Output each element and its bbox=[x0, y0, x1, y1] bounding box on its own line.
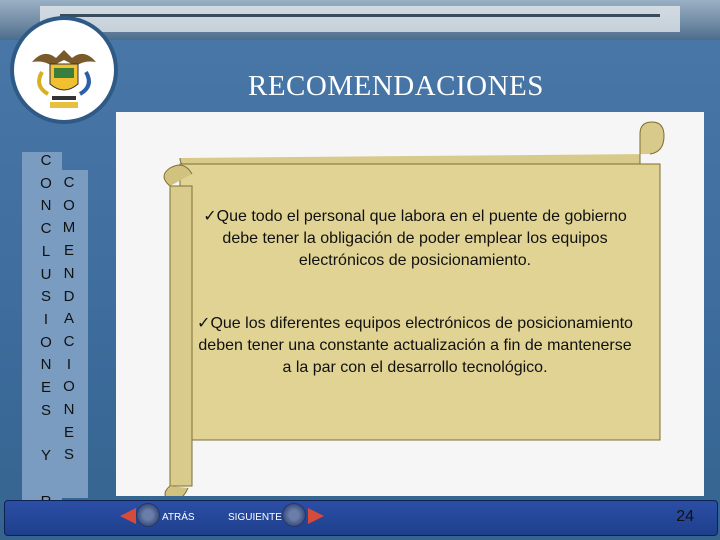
vertical-col1-letter: O bbox=[40, 333, 52, 351]
arrow-left-icon[interactable] bbox=[120, 508, 136, 524]
back-button[interactable]: ATRÁS bbox=[162, 512, 195, 523]
recommendation-1: ✓Que todo el personal que labora en el puente de gobierno debe tener la obligación de poder emplear los equipos electrónicos de posicionamiento. bbox=[203, 208, 627, 269]
vertical-col1-letter: I bbox=[43, 310, 49, 328]
ship-windows bbox=[60, 14, 660, 17]
vertical-col1-letter: Y bbox=[40, 447, 51, 465]
vertical-col1-letter: N bbox=[40, 356, 52, 374]
vertical-col2-letter: I bbox=[66, 355, 72, 373]
vertical-col2-letter: S bbox=[63, 446, 74, 464]
vertical-col1-letter bbox=[44, 468, 48, 491]
vertical-col1-letter: C bbox=[40, 152, 52, 169]
vertical-col2-letter: D bbox=[63, 287, 75, 305]
navy-emblem-icon bbox=[136, 503, 160, 527]
navy-emblem-icon bbox=[14, 20, 114, 120]
vertical-col2-letter: A bbox=[63, 310, 74, 328]
navy-emblem-icon bbox=[282, 503, 306, 527]
vertical-col2-letter: M bbox=[62, 219, 76, 237]
vertical-col2-letter: C bbox=[63, 332, 75, 350]
recommendation-2: ✓Que los diferentes equipos electrónicos de posicionamiento deben tener una constante actualización a fin de mantenerse a la par con el desarrollo tecnológico. bbox=[197, 315, 633, 376]
ship-image bbox=[40, 6, 680, 32]
vertical-col1-letter: C bbox=[40, 220, 52, 238]
vertical-col1-letter: S bbox=[40, 288, 51, 306]
vertical-text-recomendaciones bbox=[59, 172, 79, 467]
navigation-bar bbox=[4, 500, 718, 536]
vertical-col1-letter: O bbox=[40, 174, 52, 192]
vertical-col1-letter: U bbox=[40, 265, 52, 283]
vertical-text-conclusiones bbox=[36, 150, 56, 536]
vertical-col1-letter bbox=[44, 422, 48, 445]
vertical-col2-letter: N bbox=[63, 401, 75, 419]
vertical-col1-letter: S bbox=[40, 401, 51, 419]
vertical-col2-letter: C bbox=[63, 174, 75, 191]
next-button[interactable]: SIGUIENTE bbox=[228, 512, 282, 523]
vertical-col1-letter: E bbox=[40, 379, 51, 397]
page-number: 24 bbox=[676, 508, 694, 525]
vertical-col1-letter: N bbox=[40, 197, 52, 215]
vertical-col2-letter: E bbox=[63, 242, 74, 260]
scroll-graphic bbox=[140, 116, 700, 496]
vertical-col2-letter: E bbox=[63, 423, 74, 441]
arrow-right-icon[interactable] bbox=[308, 508, 324, 524]
vertical-col2-letter: N bbox=[63, 264, 75, 282]
page-title: RECOMENDACIONES bbox=[248, 70, 544, 102]
vertical-col2-letter: O bbox=[63, 378, 75, 396]
vertical-col1-letter: L bbox=[41, 242, 51, 260]
vertical-col2-letter: O bbox=[63, 196, 75, 214]
